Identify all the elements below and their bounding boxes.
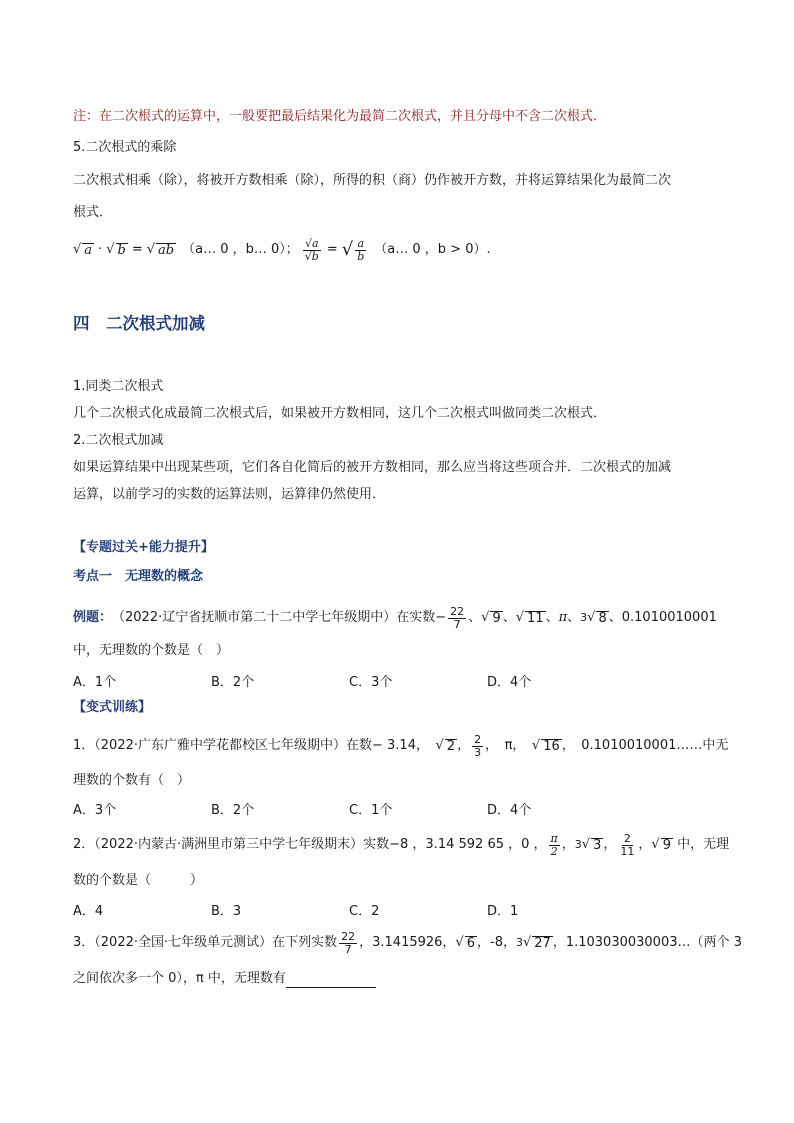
q3-prefix: 3．（2022·全国·七年级单元测试）在下列实数	[73, 935, 338, 950]
example-option-d: D．4个	[487, 675, 532, 690]
note-text: 注：在二次根式的运算中，一般要把最后结果化为最简二次根式，并且分母中不含二次根式．	[73, 109, 607, 124]
q3-line-2-row	[73, 970, 376, 988]
example-source: （2022·辽宁省抚顺市第二十二中学七年级期中）在实数	[112, 610, 436, 625]
special-topic-heading: 【专题过关+能力提升】	[73, 540, 214, 555]
s2-text-1: 如果运算结果中出现某些项，它们各自化简后的被开方数相同，那么应当将这些项合并．二次根式的加减	[73, 460, 672, 475]
s2-text-2: 运算，以前学习的实数的运算法则，运算律仍然使用．	[73, 487, 386, 502]
example-option-c: C．3个	[349, 675, 393, 690]
q3-line-2: 之间依次多一个 0），π 中，无理数有	[73, 971, 286, 986]
q2-option-d: D．1	[487, 904, 519, 919]
q2-option-a: A．4	[73, 904, 104, 919]
question-2: 2．（2022·内蒙古·满洲里市第三中学七年级期末）实数 −8 ，3.14 592 65 ，0 ， $\frac{\pi}{2}$ ， 3 √ 3 ， $\frac{2}{11}$ ， √ 9 中，无理	[73, 831, 730, 858]
example-line-2: 中，无理数的个数是（ ）	[73, 643, 230, 658]
sec5-title: 5.二次根式的乘除	[73, 140, 177, 155]
sqrt-fraction-left: $\frac{√a}{√b}$	[304, 236, 319, 263]
question-1: 1．（2022·广东广雅中学花都校区七年级期中）在数 − 3.14， √ 2 ， $\frac{2}{3}$ ， π， √ 16 ， 0.1010010001…… 中无	[73, 732, 729, 759]
point-one-heading: 考点一 无理数的概念	[73, 569, 204, 584]
multiplication-formula: √ a · √ b = √ ab （a… 0 ，b… 0）； $\frac{√a}{√b}$ = √ $\frac{a}{b}$ （a… 0 ，b > 0）.	[73, 236, 491, 263]
example-option-b: B．2个	[211, 675, 255, 690]
sec5-paragraph-1: 二次根式相乘（除），将被开方数相乘（除），所得的积（商）仍作被开方数，并将运算结果化为最简二次	[73, 173, 672, 188]
formula-condition-1: （a… 0 ，b… 0）；	[182, 242, 299, 257]
variant-training-heading: 【变式训练】	[73, 700, 152, 715]
fraction-22-7-b: $\frac{22}{7}$	[341, 929, 356, 956]
question-3: 3．（2022·全国·七年级单元测试）在下列实数 $\frac{22}{7}$ ，3.1415926， √ 6 ，-8， 3 √ 27 ，1.103030030003… （两个 3	[73, 929, 742, 956]
s1-text: 几个二次根式化成最简二次根式后，如果被开方数相同，这几个二次根式叫做同类二次根式．	[73, 406, 607, 421]
q1-prefix: 1．（2022·广东广雅中学花都校区七年级期中）在数	[73, 738, 372, 753]
answer-blank[interactable]	[286, 975, 376, 988]
q3-tail: （两个 3	[690, 935, 742, 950]
example-question: 例题： （2022·辽宁省抚顺市第二十二中学七年级期中）在实数 − $\frac{22}{7}$ 、 √ 9 、 √ 11 、 π 、 3 √ 8 、0.1010010001	[73, 604, 717, 631]
fraction-2-3: $\frac{2}{3}$	[474, 732, 482, 759]
fraction-2-11: $\frac{2}{11}$	[620, 831, 635, 858]
q1-option-d: D．4个	[487, 803, 532, 818]
fraction-pi-2: $\frac{\pi}{2}$	[550, 831, 558, 858]
q2-option-b: B．3	[211, 904, 242, 919]
s1-title: 1.同类二次根式	[73, 379, 164, 394]
q1-tail: 中无	[702, 738, 729, 753]
q2-tail: 中，无理	[677, 837, 730, 852]
q1-option-a: A．3个	[73, 803, 117, 818]
example-label: 例题：	[73, 610, 113, 625]
q1-option-c: C．1个	[349, 803, 393, 818]
sec5-paragraph-2: 根式．	[73, 205, 113, 220]
q1-option-b: B．2个	[211, 803, 255, 818]
fraction-22-7: $\frac{22}{7}$	[450, 604, 465, 631]
q2-prefix: 2．（2022·内蒙古·满洲里市第三中学七年级期末）实数	[73, 837, 390, 852]
formula-condition-2: （a… 0 ，b > 0）.	[374, 242, 491, 257]
q2-option-c: C．2	[349, 904, 380, 919]
sqrt-fraction-right: $\frac{a}{b}$	[357, 236, 365, 263]
s2-title: 2.二次根式加减	[73, 433, 164, 448]
section-heading: 四 二次根式加减	[73, 314, 205, 333]
q1-line-2: 理数的个数有（ ）	[73, 773, 191, 788]
q2-line-2: 数的个数是（ ）	[73, 873, 204, 888]
example-option-a: A．1个	[73, 675, 117, 690]
